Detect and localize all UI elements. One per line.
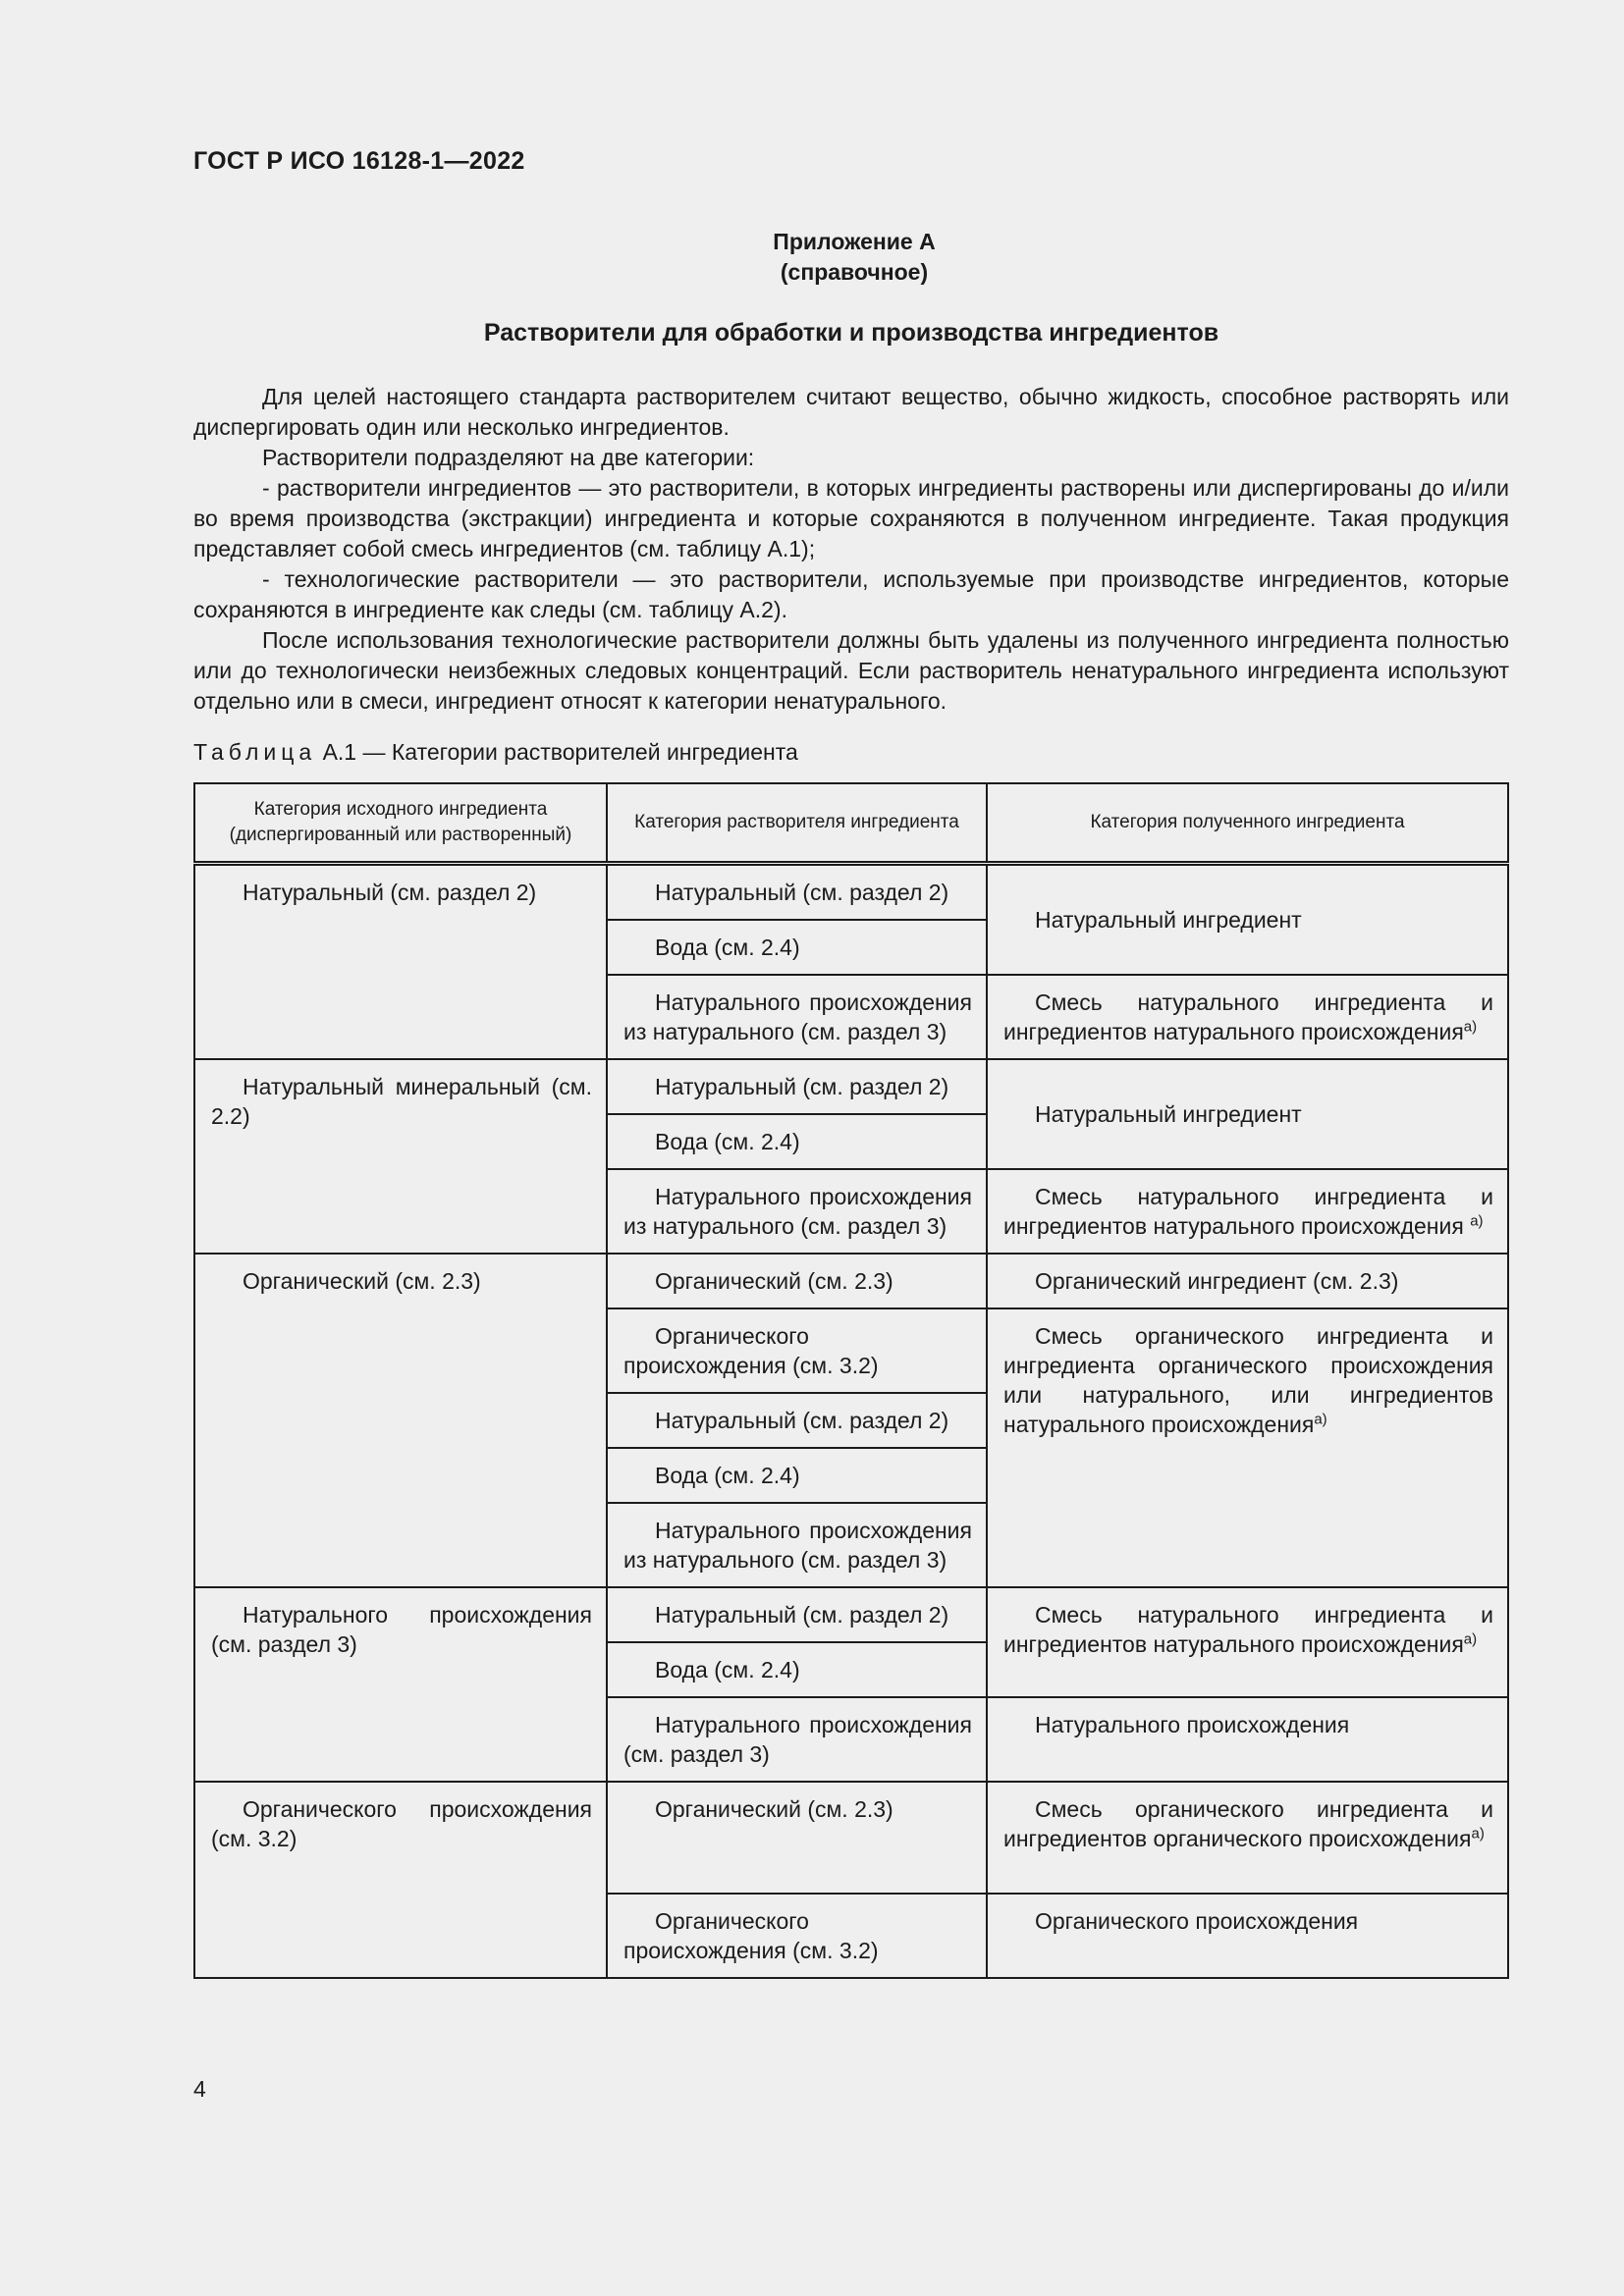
paragraph: Для целей настоящего стандарта растворителем считают вещество, обычно жидкость, способное растворять или диспергировать один или несколько ингредиентов.	[193, 384, 1509, 440]
footnote-marker: а)	[1314, 1411, 1327, 1428]
solvent-cell: Натуральный (см. раздел 2)	[607, 1059, 987, 1114]
page-number: 4	[193, 2076, 206, 2102]
table-row	[194, 864, 1508, 921]
table-row	[194, 1254, 1508, 1308]
solvent-cell: Органического происхождения (см. 3.2)	[607, 1308, 987, 1393]
table-caption	[193, 739, 798, 766]
solvent-cell: Натуральный (см. раздел 2)	[607, 864, 987, 921]
footnote-marker: а)	[1471, 1825, 1485, 1842]
paragraph: Растворители подразделяют на две категории:	[262, 445, 755, 470]
result-cell: Смесь натурального ингредиента и ингредиентов натурального происхождения$^{а)}$	[987, 975, 1508, 1059]
solvent-cell: Вода (см. 2.4)	[607, 920, 987, 975]
solvent-cell: Органический (см. 2.3)	[607, 1254, 987, 1308]
table-caption-text: А.1 — Категории растворителей ингредиента	[322, 739, 798, 765]
column-header-solvent: Категория растворителя ингредиента	[607, 783, 987, 864]
solvent-cell: Вода (см. 2.4)	[607, 1642, 987, 1697]
solvent-cell: Натурального происхождения из натурального (см. раздел 3)	[607, 975, 987, 1059]
paragraph: После использования технологические растворители должны быть удалены из полученного ингредиента полностью или до технологически неизбежных следовых концентраций. Если растворитель ненатурального ингредиента используют отдельно или в смеси, ингредиент относят к категории ненатурального.	[193, 627, 1509, 714]
footnote-marker: а)	[1463, 1630, 1478, 1648]
solvent-cell: Натурального происхождения из натурального (см. раздел 3)	[607, 1503, 987, 1587]
annex-title: Растворители для обработки и производства ингредиентов	[483, 319, 1219, 347]
solvent-cell: Натурального происхождения из натурального (см. раздел 3)	[607, 1169, 987, 1254]
source-category-cell: Органический (см. 2.3)	[194, 1254, 607, 1587]
solvent-cell: Натурального происхождения (см. раздел 3)	[607, 1697, 987, 1782]
footnote-marker: а)	[1463, 1018, 1478, 1036]
solvent-cell: Вода (см. 2.4)	[607, 1448, 987, 1503]
column-header-result: Категория полученного ингредиента	[987, 783, 1508, 864]
table-row	[194, 1587, 1508, 1642]
table-row	[194, 1782, 1508, 1894]
annex-heading	[0, 227, 1624, 288]
footnote-marker: а)	[1470, 1212, 1484, 1230]
solvent-cell: Натуральный (см. раздел 2)	[607, 1587, 987, 1642]
result-cell: Органического происхождения	[987, 1894, 1508, 1978]
solvent-category-table	[193, 782, 1509, 1979]
source-category-cell: Натуральный минеральный (см. 2.2)	[194, 1059, 607, 1254]
paragraph: - технологические растворители — это растворители, используемые при производстве ингредиентов, которые сохраняются в ингредиенте как следы (см. таблицу А.2).	[193, 566, 1509, 622]
solvent-cell: Вода (см. 2.4)	[607, 1114, 987, 1169]
table-header-row	[194, 783, 1508, 864]
result-cell: Смесь органического ингредиента и ингредиентов органического происхождения$^{а)}$	[987, 1782, 1508, 1894]
result-cell: Органический ингредиент (см. 2.3)	[987, 1254, 1508, 1308]
annex-label: Приложение А	[773, 229, 936, 254]
solvent-cell: Органического происхождения (см. 3.2)	[607, 1894, 987, 1978]
result-cell: Смесь натурального ингредиента и ингредиентов натурального происхождения$^{а)}$	[987, 1587, 1508, 1697]
body-text	[193, 382, 1509, 717]
result-cell: Смесь натурального ингредиента и ингредиентов натурального происхождения $^{а)}$	[987, 1169, 1508, 1254]
source-category-cell: Натуральный (см. раздел 2)	[194, 864, 607, 1060]
result-cell: Натуральный ингредиент	[987, 864, 1508, 976]
solvent-cell: Натуральный (см. раздел 2)	[607, 1393, 987, 1448]
column-header-source: Категория исходного ингредиента (диспергированный или растворенный)	[194, 783, 607, 864]
table-caption-prefix: Таблица	[193, 739, 317, 765]
annex-type: (справочное)	[780, 259, 929, 285]
source-category-cell: Органического происхождения (см. 3.2)	[194, 1782, 607, 1978]
result-cell: Натуральный ингредиент	[987, 1059, 1508, 1169]
result-cell: Натурального происхождения	[987, 1697, 1508, 1782]
paragraph: - растворители ингредиентов — это растворители, в которых ингредиенты растворены или диспергированы до и/или во время производства (экстракции) ингредиента и которые сохраняются в полученном ингредиенте. Такая продукция представляет собой смесь ингредиентов (см. таблицу А.1);	[193, 475, 1509, 561]
source-category-cell: Натурального происхождения (см. раздел 3)	[194, 1587, 607, 1782]
table-row	[194, 1059, 1508, 1114]
result-cell: Смесь органического ингредиента и ингредиента органического происхождения или натурального, или ингредиентов натурального происхождения$^{а)}$	[987, 1308, 1508, 1587]
solvent-cell: Органический (см. 2.3)	[607, 1782, 987, 1894]
document-header-id: ГОСТ Р ИСО 16128-1—2022	[193, 147, 525, 175]
